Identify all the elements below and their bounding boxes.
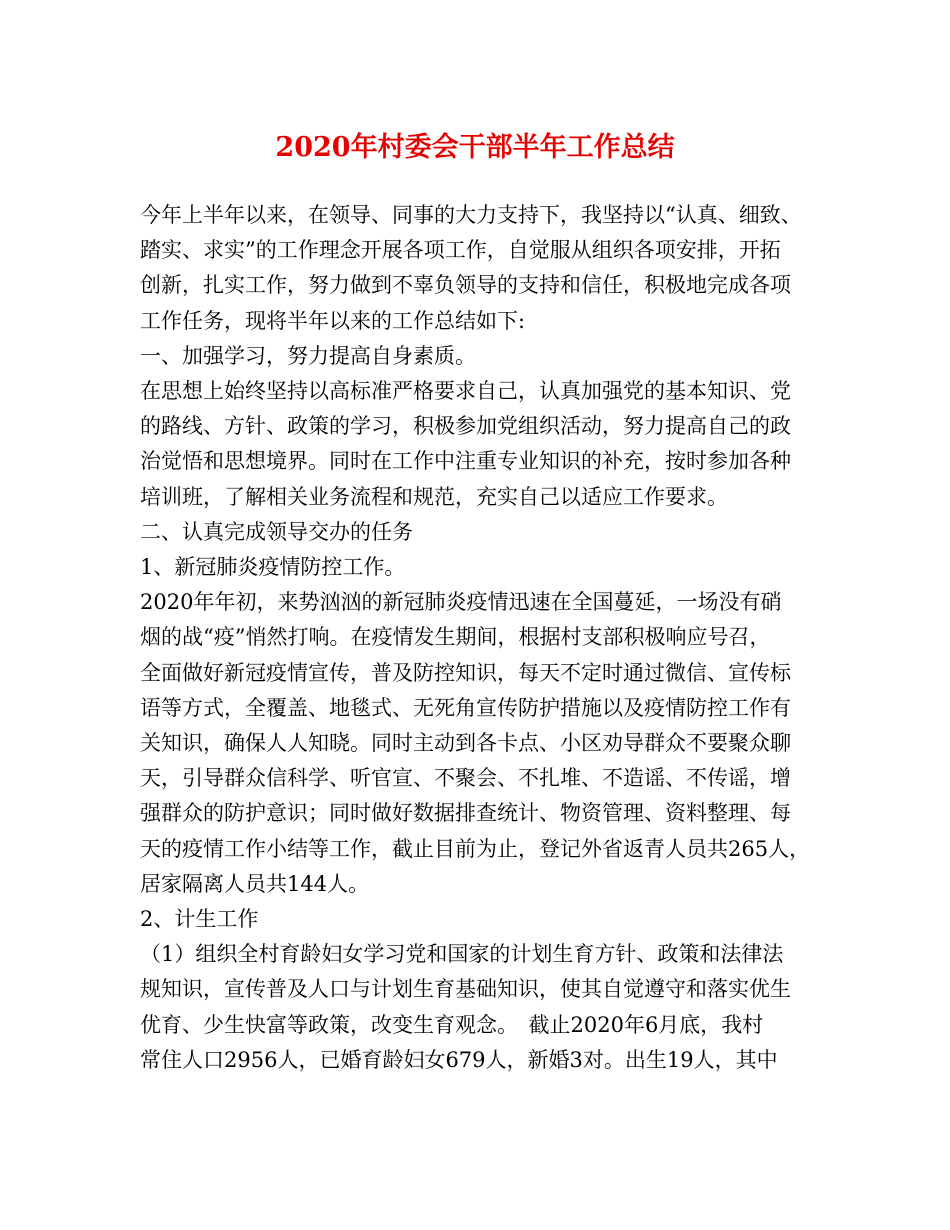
text-line: 今年上半年以来，在领导、同事的大力支持下，我坚持以“认真、细致、	[140, 203, 802, 227]
text-line: 治觉悟和思想境界。同时在工作中注重专业知识的补充，按时参加各种	[140, 449, 791, 474]
subsection-heading: 1、新冠肺炎疫情防控工作。	[140, 555, 406, 580]
subsection-heading: 2、计生工作	[140, 907, 259, 932]
text-line: 强群众的防护意识；同时做好数据排查统计、物资管理、资料整理、每	[140, 801, 791, 826]
text-line: 关知识，确保人人知晓。同时主动到各卡点、小区劝导群众不要聚众聊	[140, 731, 791, 756]
text-line: 规知识，宣传普及人口与计划生育基础知识，使其自觉遵守和落实优生	[140, 977, 791, 1002]
text-line: 烟的战“疫”悄然打响。在疫情发生期间，根据村支部积极响应号召，	[140, 625, 771, 650]
text-line: 全面做好新冠疫情宣传，普及防控知识，每天不定时通过微信、宣传标	[140, 660, 791, 685]
text-line: 天，引导群众信科学、听官宣、不聚会、不扎堆、不造谣、不传谣，增	[140, 766, 791, 791]
text-line: 天的疫情工作小结等工作，截止目前为止，登记外省返青人员共265人，	[140, 836, 811, 861]
section-heading: 一、加强学习，努力提高自身素质。	[140, 343, 476, 368]
text-line: 的路线、方针、政策的学习，积极参加党组织活动，努力提高自己的政	[140, 414, 791, 439]
text-line: 在思想上始终坚持以高标准严格要求自己，认真加强党的基本知识、党	[140, 379, 791, 404]
text-line: 培训班，了解相关业务流程和规范，充实自己以适应工作要求。	[140, 484, 728, 509]
text-line: 常住人口2956人，已婚育龄妇女679人，新婚3对。出生19人，其中	[140, 1047, 778, 1072]
text-line: 工作任务，现将半年以来的工作总结如下:	[140, 308, 526, 333]
text-line: 居家隔离人员共144人。	[140, 871, 370, 896]
section-heading: 二、认真完成领导交办的任务	[140, 519, 413, 544]
text-line: 踏实、求实”的工作理念开展各项工作，自觉服从组织各项安排，开拓	[140, 238, 781, 263]
text-line: 语等方式，全覆盖、地毯式、无死角宣传防护措施以及疫情防控工作有	[140, 695, 791, 720]
text-line: 2020年年初，来势汹汹的新冠肺炎疫情迅速在全国蔓延，一场没有硝	[140, 590, 782, 615]
document-title: 2020年村委会干部半年工作总结	[275, 132, 675, 163]
text-line: （1）组织全村育龄妇女学习党和国家的计划生育方针、政策和法律法	[140, 942, 784, 967]
text-line: 创新，扎实工作，努力做到不辜负领导的支持和信任，积极地完成各项	[140, 273, 791, 298]
text-line: 优育、少生快富等政策，改变生育观念。 截止2020年6月底，我村	[140, 1012, 764, 1037]
document-body	[140, 198, 840, 1078]
